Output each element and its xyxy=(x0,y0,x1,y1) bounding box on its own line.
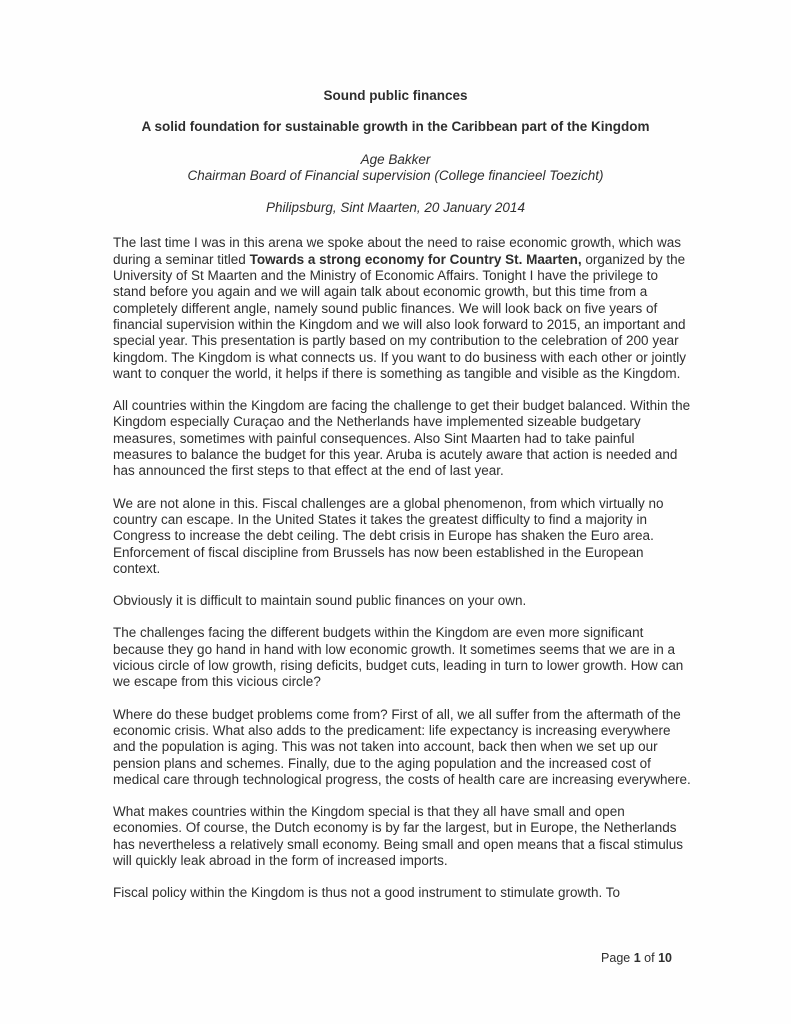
document-header xyxy=(0,0,791,216)
paragraph xyxy=(113,885,691,901)
paragraph xyxy=(113,235,691,382)
text-run: What makes countries within the Kingdom special is that they all have small and open economies. Of course, the Dutch economy is by far the largest, but in Europe, the Netherlands has nevertheless a relatively small economy. Being small and open means that a fiscal stimulus will quickly leak abroad in the form of increased imports. xyxy=(113,804,684,868)
paragraph xyxy=(113,707,691,788)
text-run: The challenges facing the different budgets within the Kingdom are even more significant because they go hand in hand with low economic growth. It sometimes seems that we are in a vicious circle of low growth, rising deficits, budget cuts, leading in turn to lower growth. How can we escape from this vicious circle? xyxy=(113,625,684,690)
paragraph xyxy=(113,496,691,577)
paragraph xyxy=(113,593,691,609)
document-body xyxy=(113,235,691,901)
text-run: The last time I was in this arena we spoke about the need to raise economic growth, which was during a seminar titled xyxy=(113,235,682,267)
text-run: organized by the University of St Maarten and the Ministry of Economic Affairs. Tonight I have the privilege to stand before you again and we will again talk about economic growth, but this time from a completely different angle, namely sound public finances. We will look back on five years of financial supervision within the Kingdom and we will also look forward to 2015, an important and special year. This presentation is partly based on my contribution to the celebration of 200 year kingdom. The Kingdom is what connects us. If you want to do business with each other or jointly want to conquer the world, it helps if there is something as tangible and visible as the Kingdom. xyxy=(113,251,687,381)
footer-total-pages: 10 xyxy=(658,951,672,965)
text-run: Where do these budget problems come from? First of all, we all suffer from the aftermath of the economic crisis. What also adds to the predicament: life expectancy is increasing everywhere and the population is aging. This was not taken into account, back then when we set up our pension plans and schemes. Finally, due to the aging population and the increased cost of medical care through technological progress, the costs of health care are increasing everywhere. xyxy=(113,706,691,787)
document-title: Sound public finances xyxy=(323,88,468,103)
text-run: Obviously it is difficult to maintain sound public finances on your own. xyxy=(113,593,527,609)
text-run: We are not alone in this. Fiscal challenges are a global phenomenon, from which virtually no country can escape. In the United States it takes the greatest difficulty to find a majority in Congress to increase the debt ceiling. The debt crisis in Europe has shaken the Euro area. Enforcement of fiscal discipline from Brussels has now been established in the European context. xyxy=(113,495,664,576)
speaker-name: Age Bakker xyxy=(360,151,431,167)
text-run: All countries within the Kingdom are facing the challenge to get their budget balanced. Within the Kingdom especially Curaçao and the Netherlands have implemented sizeable budgetary measures, sometimes with painful consequences. Also Sint Maarten had to take painful measures to balance the budget for this year. Aruba is acutely aware that action is needed and has announced the first steps to that effect at the end of last year. xyxy=(113,398,691,479)
text-run: Fiscal policy within the Kingdom is thus not a good instrument to stimulate growth. To xyxy=(113,885,621,901)
footer-of-word: of xyxy=(644,951,655,965)
location-date-line: Philipsburg, Sint Maarten, 20 January 2014 xyxy=(266,200,525,216)
document-subtitle: A solid foundation for sustainable growth in the Caribbean part of the Kingdom xyxy=(141,119,650,135)
text-run: Towards a strong economy for Country St. Maarten, xyxy=(249,251,582,267)
paragraph xyxy=(113,804,691,869)
page-number-footer xyxy=(601,951,672,965)
footer-current-page: 1 xyxy=(633,951,641,965)
footer-page-word: Page xyxy=(601,951,631,965)
speaker-title: Chairman Board of Financial supervision (College financieel Toezicht) xyxy=(187,167,604,183)
paragraph xyxy=(113,625,691,690)
paragraph xyxy=(113,398,691,479)
